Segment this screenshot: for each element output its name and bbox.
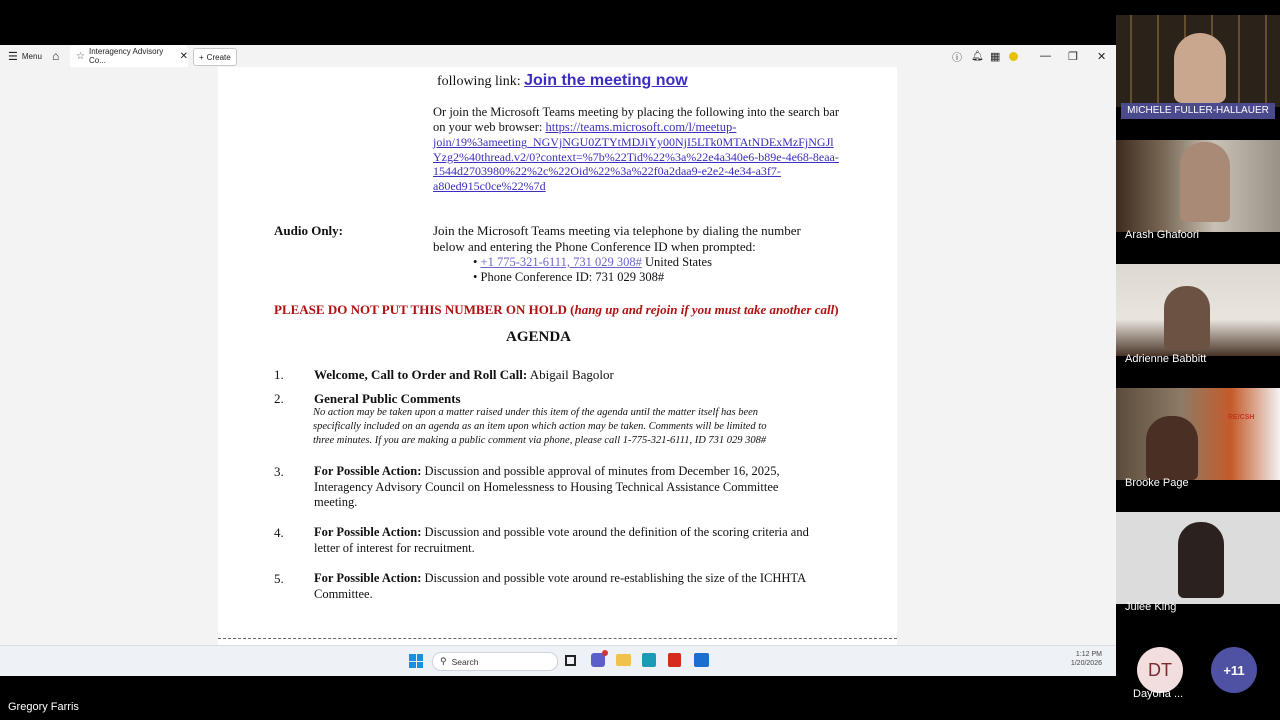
- page-viewport: [0, 67, 1116, 645]
- tab-title: Interagency Advisory Co...: [88, 47, 164, 65]
- or-join-line: on your web browser: https://teams.microsoft.com/l/meetup-: [433, 120, 737, 134]
- minimize-icon[interactable]: —: [1040, 50, 1051, 62]
- participant-tile-active-speaker[interactable]: [1116, 15, 1280, 116]
- participant-video: [1174, 33, 1226, 103]
- item-text: Discussion and possible vote around the definition of the scoring criteria and: [424, 525, 809, 539]
- url-line[interactable]: Yzg2%40thread.v2/0?context=%7b%22Tid%22%3a%22e4a340e6-b89e-4e68-8eaa-: [433, 149, 839, 164]
- windows-taskbar: [0, 645, 1116, 676]
- note-line: three minutes. If you are making a public comment via phone, please call 1-775-321-6111, ID 731 029 308#: [313, 435, 767, 446]
- plus-icon: +: [199, 52, 204, 62]
- search-placeholder: Search: [451, 656, 479, 667]
- meeting-url-link[interactable]: https://teams.microsoft.com/l/meetup-: [545, 120, 737, 134]
- item-heading: For Possible Action:: [314, 525, 422, 539]
- bell-icon[interactable]: 🔔︎: [971, 50, 984, 62]
- help-icon[interactable]: ⓘ: [952, 52, 962, 64]
- system-clock[interactable]: [1060, 650, 1102, 668]
- item-number: 3.: [274, 464, 284, 479]
- participant-name: Brooke Page: [1125, 477, 1189, 489]
- participant-tile[interactable]: [1116, 388, 1280, 480]
- shared-screen: [0, 45, 1116, 675]
- outlook-icon[interactable]: [694, 653, 709, 667]
- close-tab-icon[interactable]: ✕: [179, 50, 188, 62]
- url-line[interactable]: a80ed915c0ce%22%7d: [433, 178, 546, 193]
- participant-video: [1178, 522, 1224, 598]
- more-participants-button[interactable]: +11: [1211, 647, 1257, 693]
- audio-line: below and entering the Phone Conference ID when prompted:: [433, 238, 756, 254]
- teams-app-icon[interactable]: [591, 653, 605, 667]
- edge-browser-icon[interactable]: [642, 653, 656, 667]
- item-heading: For Possible Action:: [314, 571, 422, 585]
- item-text: Discussion and possible vote around re-establishing the size of the ICHHTA: [424, 571, 807, 585]
- item-number: 5.: [274, 571, 284, 586]
- item-text: Interagency Advisory Council on Homelessness to Housing Technical Assistance Committee: [314, 479, 779, 494]
- agenda-item-3: [314, 464, 780, 511]
- menu-label: Menu: [21, 51, 42, 61]
- audio-only-label: Audio Only:: [274, 223, 343, 238]
- menu-button[interactable]: [8, 45, 42, 67]
- clock-time: 1:12 PM: [1075, 651, 1102, 658]
- item-number: 4.: [274, 525, 284, 540]
- active-speaker-name: MICHELE FULLER-HALLAUER: [1121, 103, 1275, 119]
- profile-icon[interactable]: [1009, 45, 1018, 67]
- link-intro: following link:: [437, 74, 521, 89]
- agenda-item-4: [314, 525, 809, 556]
- participant-tile[interactable]: [1116, 264, 1280, 356]
- item-heading: General Public Comments: [314, 391, 461, 406]
- agenda-item-1: [314, 367, 614, 383]
- note-line: specifically included on an agenda as an item upon which action may be taken. Comments will be limited to: [313, 421, 767, 432]
- participant-name: Julee King: [1125, 601, 1177, 613]
- taskbar-search[interactable]: [432, 652, 558, 671]
- item-text: meeting.: [314, 495, 358, 509]
- browser-toolbar: [0, 45, 1116, 68]
- url-line[interactable]: 1544d2703980%22%2c%22Oid%22%3a%22f0a2daa9-e2e2-4e34-a3f7-: [433, 164, 781, 178]
- audio-instructions: [433, 223, 801, 254]
- apps-grid-icon[interactable]: ▦: [990, 50, 1001, 63]
- participant-avatar[interactable]: DT: [1137, 647, 1183, 693]
- active-tab[interactable]: [70, 45, 188, 67]
- item-heading: Welcome, Call to Order and Roll Call:: [314, 367, 528, 382]
- clock-date: 1/20/2026: [1070, 660, 1102, 667]
- participant-tile[interactable]: [1116, 140, 1280, 232]
- hamburger-icon: ☰: [8, 50, 18, 63]
- item-text: Abigail Bagolor: [529, 367, 614, 382]
- phone-country: United States: [644, 255, 712, 269]
- local-user-name: Gregory Farris: [8, 701, 79, 713]
- participant-video: [1180, 142, 1230, 222]
- phone-bullet: • +1 775-321-6111, 731 029 308# United States: [473, 255, 712, 269]
- participant-video: [1146, 416, 1198, 480]
- participant-tile[interactable]: [1116, 512, 1280, 604]
- file-explorer-icon[interactable]: [616, 654, 631, 666]
- star-icon: ☆: [76, 50, 85, 62]
- or-join-paragraph: [433, 105, 839, 135]
- participant-name: Adrienne Babbitt: [1125, 353, 1207, 365]
- public-comments-note: [313, 406, 766, 448]
- close-window-icon[interactable]: ✕: [1097, 50, 1107, 63]
- item-number: 1.: [274, 367, 284, 382]
- participant-name: Dayona ...: [1133, 688, 1184, 700]
- participant-video: [1164, 286, 1210, 350]
- item-heading: For Possible Action:: [314, 464, 422, 478]
- item-text: Committee.: [314, 586, 373, 601]
- participant-name: Arash Ghafoori: [1125, 229, 1199, 241]
- acrobat-icon[interactable]: [668, 653, 681, 667]
- note-line: No action may be taken upon a matter raised under this item of the agenda until the matter itself has been: [313, 407, 759, 418]
- restore-icon[interactable]: ❐: [1068, 50, 1078, 63]
- page-break-line: [218, 638, 897, 639]
- search-icon: ⚲: [440, 656, 447, 666]
- item-text: Discussion and possible approval of minutes from December 16, 2025,: [424, 464, 780, 478]
- hold-warning: PLEASE DO NOT PUT THIS NUMBER ON HOLD (hang up and rejoin if you must take another call): [274, 302, 839, 317]
- meeting-url-block[interactable]: [433, 135, 839, 193]
- audio-line: Join the Microsoft Teams meeting via telephone by dialing the number: [433, 223, 801, 238]
- conference-id: • Phone Conference ID: 731 029 308#: [473, 270, 665, 284]
- item-number: 2.: [274, 391, 284, 406]
- or-join-line: Or join the Microsoft Teams meeting by placing the following into the search bar: [433, 105, 840, 119]
- create-button[interactable]: [193, 48, 237, 66]
- create-label: Create: [206, 52, 231, 62]
- agenda-title: AGENDA: [506, 329, 572, 345]
- home-icon[interactable]: ⌂: [52, 49, 60, 63]
- phone-number-link[interactable]: +1 775-321-6111, 731 029 308#: [480, 255, 642, 269]
- meeting-link-line: [437, 72, 688, 90]
- join-meeting-link[interactable]: Join the meeting now: [524, 72, 688, 89]
- url-line[interactable]: join/19%3ameeting_NGVjNGU0ZTYtMDJiYy00NjI5LTk0MTAtNDExMzFjNGJl: [433, 135, 834, 149]
- item-text: letter of interest for recruitment.: [314, 540, 475, 555]
- task-view-icon[interactable]: [565, 655, 576, 666]
- agenda-document: [218, 67, 897, 645]
- windows-start-icon[interactable]: [409, 654, 423, 668]
- agenda-item-5: [314, 571, 806, 602]
- hold-warning-paren: hang up and rejoin if you must take another call: [574, 302, 835, 317]
- sign-text: RE/CSH: [1228, 414, 1255, 421]
- hold-warning-text: PLEASE DO NOT PUT THIS NUMBER ON HOLD: [274, 302, 567, 317]
